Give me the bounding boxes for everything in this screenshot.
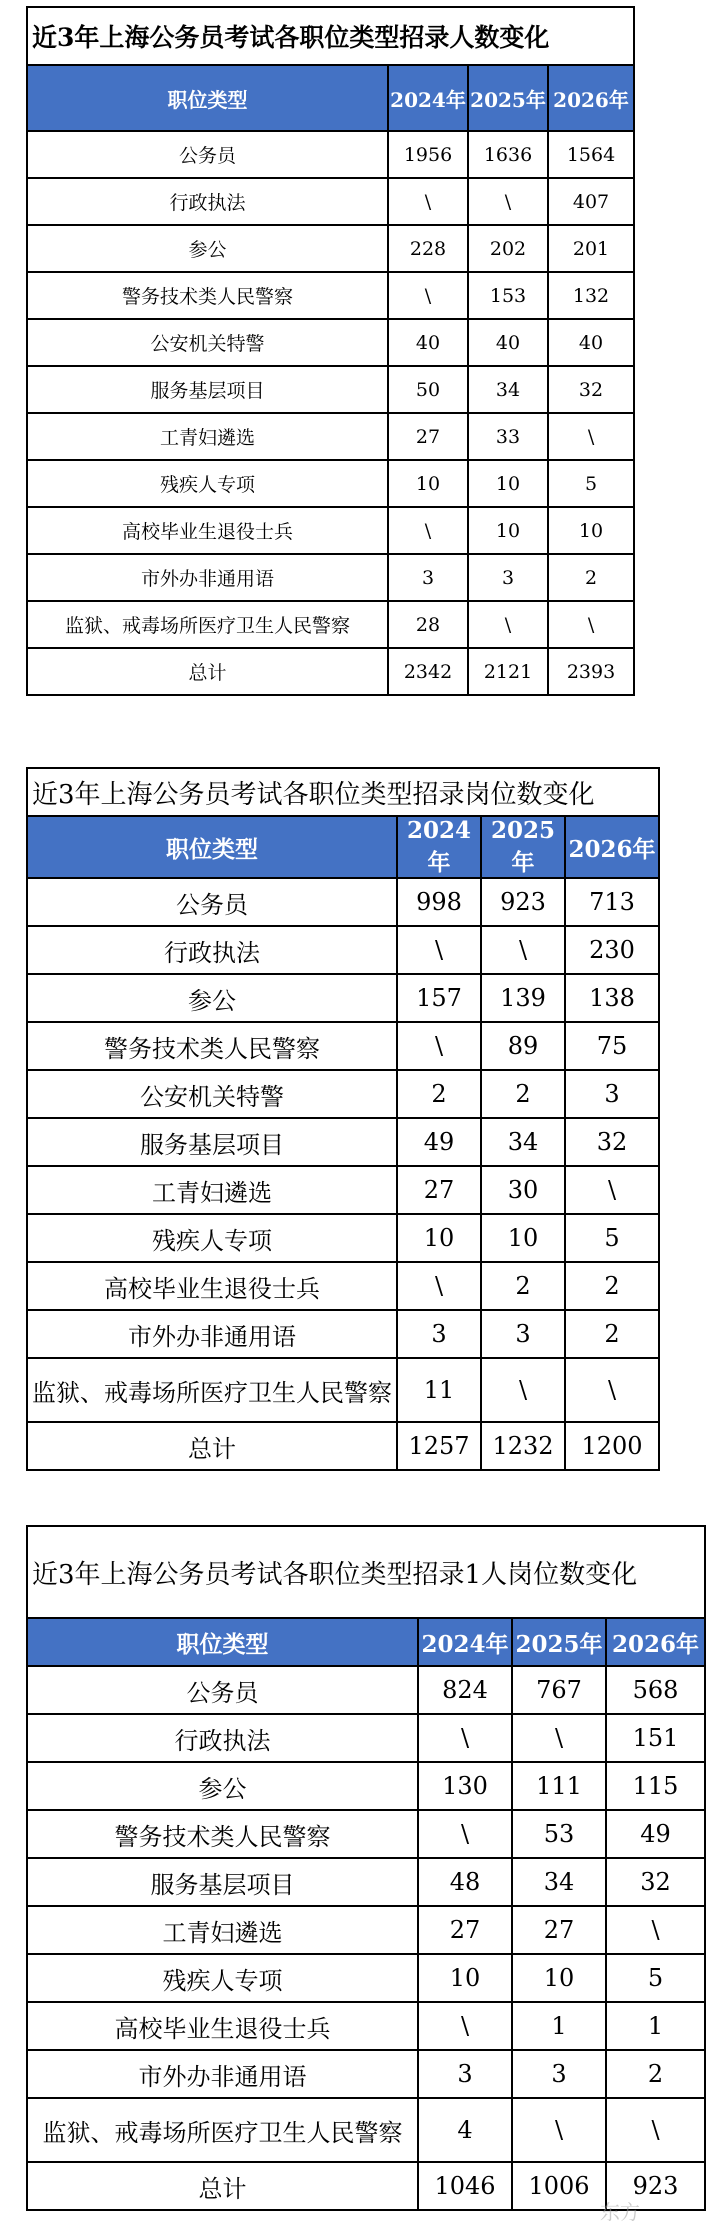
table-header-row [27,1618,705,1666]
year-value-cell: 228 [388,225,468,272]
year-value-cell: 28 [388,601,468,648]
year-value-cell: \ [418,1810,512,1858]
year-value-cell: 132 [548,272,634,319]
table-row [27,1954,705,2002]
year-value-cell: 10 [468,460,548,507]
year-value-cell: 49 [397,1118,481,1166]
year-value-cell: \ [418,1714,512,1762]
table-row [27,1118,659,1166]
position-type-cell: 高校毕业生退役士兵 [27,1262,397,1310]
position-type-cell: 公务员 [27,878,397,926]
table-row [27,131,634,178]
year-value-cell: 1636 [468,131,548,178]
year-value-cell: 1956 [388,131,468,178]
table-row [27,413,634,460]
year-value-cell: \ [565,1166,659,1214]
year-value-cell: 824 [418,1666,512,1714]
year-value-cell: \ [606,2098,705,2162]
table-row [27,1310,659,1358]
year-value-cell: \ [481,926,565,974]
table-title: 近3年上海公务员考试各职位类型招录人数变化 [27,7,634,65]
table-body [27,1666,705,2210]
year-value-cell: 5 [548,460,634,507]
year-value-cell: 50 [388,366,468,413]
table-header-row [27,816,659,878]
year-value-cell: 2121 [468,648,548,695]
position-type-cell: 参公 [27,1762,418,1810]
year-value-cell: \ [512,2098,606,2162]
position-type-cell: 公务员 [27,131,388,178]
single-hire-position-table [26,1525,706,2211]
year-value-cell: 40 [468,319,548,366]
year-value-cell: \ [548,601,634,648]
year-value-cell: \ [397,1262,481,1310]
year-value-cell: 32 [565,1118,659,1166]
total-row [27,1422,659,1470]
position-type-cell: 高校毕业生退役士兵 [27,2002,418,2050]
table-row [27,319,634,366]
year-value-cell: \ [565,1358,659,1422]
total-row [27,648,634,695]
year-value-cell: 27 [512,1906,606,1954]
year-value-cell: 1046 [418,2162,512,2210]
year-value-cell: 568 [606,1666,705,1714]
table-row [27,1666,705,1714]
year-value-cell: 2 [565,1262,659,1310]
year-value-cell: 923 [481,878,565,926]
table-row [27,1214,659,1262]
year-value-cell: 1006 [512,2162,606,2210]
year-value-cell: 10 [388,460,468,507]
table-row [27,974,659,1022]
year-value-cell: 3 [418,2050,512,2098]
year-value-cell: 10 [397,1214,481,1262]
table-row [27,1358,659,1422]
position-type-cell: 总计 [27,1422,397,1470]
year-value-cell: 998 [397,878,481,926]
year-value-cell: 40 [388,319,468,366]
year-value-cell: 202 [468,225,548,272]
position-type-cell: 监狱、戒毒场所医疗卫生人民警察 [27,2098,418,2162]
year-value-cell: 115 [606,1762,705,1810]
position-type-cell: 行政执法 [27,1714,418,1762]
year-value-cell: 27 [418,1906,512,1954]
position-type-cell: 参公 [27,974,397,1022]
table-row [27,1022,659,1070]
year-value-cell: 2 [548,554,634,601]
year-value-cell: \ [388,507,468,554]
year-value-cell: 27 [397,1166,481,1214]
table-row [27,1070,659,1118]
year-value-cell: \ [481,1358,565,1422]
table-row [27,601,634,648]
column-header: 2025年 [512,1618,606,1666]
position-type-cell: 市外办非通用语 [27,2050,418,2098]
position-type-cell: 监狱、戒毒场所医疗卫生人民警察 [27,601,388,648]
year-value-cell: 3 [481,1310,565,1358]
column-header: 2024年 [418,1618,512,1666]
column-header: 2025年 [481,816,565,878]
position-type-cell: 警务技术类人民警察 [27,1810,418,1858]
table-title: 近3年上海公务员考试各职位类型招录岗位数变化 [27,768,659,816]
year-value-cell: 10 [481,1214,565,1262]
year-value-cell: 34 [481,1118,565,1166]
table-row [27,1166,659,1214]
year-value-cell: 1257 [397,1422,481,1470]
year-value-cell: 201 [548,225,634,272]
year-value-cell: 27 [388,413,468,460]
table-row [27,2098,705,2162]
year-value-cell: 34 [468,366,548,413]
position-type-cell: 参公 [27,225,388,272]
position-type-cell: 残疾人专项 [27,1954,418,2002]
year-value-cell: 1 [512,2002,606,2050]
year-value-cell: 130 [418,1762,512,1810]
year-value-cell: 10 [468,507,548,554]
year-value-cell: 157 [397,974,481,1022]
year-value-cell: \ [468,178,548,225]
year-value-cell: \ [388,272,468,319]
column-header: 2024年 [397,816,481,878]
year-value-cell: \ [388,178,468,225]
year-value-cell: 32 [606,1858,705,1906]
column-header: 2026年 [606,1618,705,1666]
position-type-cell: 行政执法 [27,926,397,974]
column-header: 2026年 [565,816,659,878]
position-type-cell: 行政执法 [27,178,388,225]
year-value-cell: 3 [397,1310,481,1358]
year-value-cell: 40 [548,319,634,366]
table-row [27,178,634,225]
year-value-cell: 3 [468,554,548,601]
table-row [27,1858,705,1906]
table-row [27,366,634,413]
year-value-cell: 10 [548,507,634,554]
year-value-cell: 5 [606,1954,705,2002]
year-value-cell: 111 [512,1762,606,1810]
year-value-cell: 5 [565,1214,659,1262]
position-type-cell: 服务基层项目 [27,366,388,413]
year-value-cell: 139 [481,974,565,1022]
position-type-cell: 工青妇遴选 [27,413,388,460]
year-value-cell: 33 [468,413,548,460]
recruit-position-table [26,767,660,1471]
column-header: 2026年 [548,65,634,131]
table-row [27,1714,705,1762]
year-value-cell: 48 [418,1858,512,1906]
table-row [27,1262,659,1310]
year-value-cell: 138 [565,974,659,1022]
watermark: 东方 [600,2200,640,2224]
position-type-cell: 公安机关特警 [27,1070,397,1118]
year-value-cell: \ [548,413,634,460]
year-value-cell: \ [418,2002,512,2050]
column-header: 职位类型 [27,816,397,878]
position-type-cell: 工青妇遴选 [27,1166,397,1214]
position-type-cell: 残疾人专项 [27,460,388,507]
year-value-cell: 151 [606,1714,705,1762]
year-value-cell: 767 [512,1666,606,1714]
year-value-cell: 10 [418,1954,512,2002]
year-value-cell: 923 [606,2162,705,2210]
position-type-cell: 市外办非通用语 [27,554,388,601]
column-header: 职位类型 [27,1618,418,1666]
year-value-cell: 2342 [388,648,468,695]
column-header: 2025年 [468,65,548,131]
table-body [27,131,634,695]
table-row [27,272,634,319]
year-value-cell: 713 [565,878,659,926]
year-value-cell: 2393 [548,648,634,695]
year-value-cell: \ [397,1022,481,1070]
table-row [27,460,634,507]
table-body [27,878,659,1470]
position-type-cell: 总计 [27,2162,418,2210]
year-value-cell: \ [512,1714,606,1762]
table-row [27,2050,705,2098]
table-row [27,507,634,554]
table-row [27,2002,705,2050]
table-row [27,554,634,601]
table-row [27,926,659,974]
year-value-cell: 2 [565,1310,659,1358]
year-value-cell: 32 [548,366,634,413]
year-value-cell: 3 [565,1070,659,1118]
position-type-cell: 公安机关特警 [27,319,388,366]
position-type-cell: 残疾人专项 [27,1214,397,1262]
table-header-row [27,65,634,131]
year-value-cell: 3 [512,2050,606,2098]
year-value-cell: 89 [481,1022,565,1070]
table-row [27,1906,705,1954]
year-value-cell: \ [397,926,481,974]
position-type-cell: 公务员 [27,1666,418,1714]
table-row [27,878,659,926]
year-value-cell: 2 [606,2050,705,2098]
year-value-cell: 1 [606,2002,705,2050]
year-value-cell: 10 [512,1954,606,2002]
table-row [27,225,634,272]
position-type-cell: 监狱、戒毒场所医疗卫生人民警察 [27,1358,397,1422]
recruit-count-table [26,6,635,696]
table-title: 近3年上海公务员考试各职位类型招录1人岗位数变化 [27,1526,705,1618]
year-value-cell: 1200 [565,1422,659,1470]
position-type-cell: 服务基层项目 [27,1118,397,1166]
year-value-cell: 11 [397,1358,481,1422]
year-value-cell: 49 [606,1810,705,1858]
year-value-cell: 230 [565,926,659,974]
year-value-cell: 407 [548,178,634,225]
position-type-cell: 工青妇遴选 [27,1906,418,1954]
position-type-cell: 警务技术类人民警察 [27,272,388,319]
position-type-cell: 市外办非通用语 [27,1310,397,1358]
position-type-cell: 高校毕业生退役士兵 [27,507,388,554]
position-type-cell: 总计 [27,648,388,695]
year-value-cell: 2 [481,1070,565,1118]
year-value-cell: 4 [418,2098,512,2162]
year-value-cell: 153 [468,272,548,319]
column-header: 职位类型 [27,65,388,131]
year-value-cell: 2 [397,1070,481,1118]
table-row [27,1810,705,1858]
year-value-cell: 75 [565,1022,659,1070]
position-type-cell: 警务技术类人民警察 [27,1022,397,1070]
year-value-cell: 3 [388,554,468,601]
year-value-cell: 34 [512,1858,606,1906]
position-type-cell: 服务基层项目 [27,1858,418,1906]
year-value-cell: 2 [481,1262,565,1310]
year-value-cell: \ [468,601,548,648]
year-value-cell: \ [606,1906,705,1954]
year-value-cell: 30 [481,1166,565,1214]
year-value-cell: 1232 [481,1422,565,1470]
year-value-cell: 1564 [548,131,634,178]
table-row [27,1762,705,1810]
column-header: 2024年 [388,65,468,131]
year-value-cell: 53 [512,1810,606,1858]
